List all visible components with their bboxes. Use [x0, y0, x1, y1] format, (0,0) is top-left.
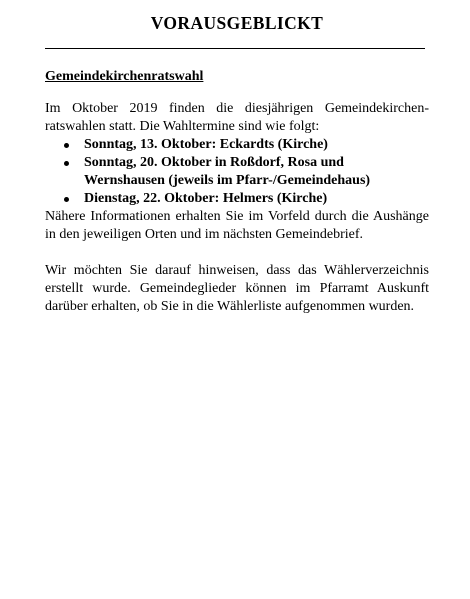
- list-item-text: Sonntag, 20. Oktober in Roßdorf, Rosa und Wernshausen (jeweils im Pfarr-/Gemeindehaus): [84, 155, 371, 188]
- info-paragraph: Nähere Informationen erhalten Sie im Vorfeld durch die Aushänge in den jeweiligen Orten und im nächsten Gemeindebrief.: [45, 209, 429, 242]
- document-page: [45, 0, 429, 316]
- election-dates-list: [45, 136, 429, 208]
- list-item-text: Dienstag, 22. Oktober: Helmers (Kirche): [84, 191, 328, 206]
- intro-paragraph: Im Oktober 2019 finden die diesjährigen Gemeindekirchen-ratswahlen statt. Die Wahltermine sind wie folgt:: [45, 101, 429, 134]
- list-item: [45, 136, 424, 154]
- bullet-icon: [64, 161, 69, 166]
- list-item: [45, 154, 424, 190]
- section-heading: Gemeindekirchenratswahl: [45, 69, 204, 84]
- title-divider: [45, 48, 425, 49]
- list-item: [45, 190, 424, 208]
- notice-paragraph: Wir möchten Sie darauf hinweisen, dass das Wählerverzeichnis erstellt wurde. Gemeindeglieder können im Pfarramt Auskunft darüber erhalten, ob Sie in die Wählerliste aufgenommen wurden.: [45, 263, 429, 314]
- bullet-icon: [64, 143, 69, 148]
- paragraph-spacer: [45, 244, 429, 262]
- list-item-text: Sonntag, 13. Oktober: Eckardts (Kirche): [84, 137, 328, 152]
- bullet-icon: [64, 197, 69, 202]
- page-title: VORAUSGEBLICKT: [150, 13, 324, 33]
